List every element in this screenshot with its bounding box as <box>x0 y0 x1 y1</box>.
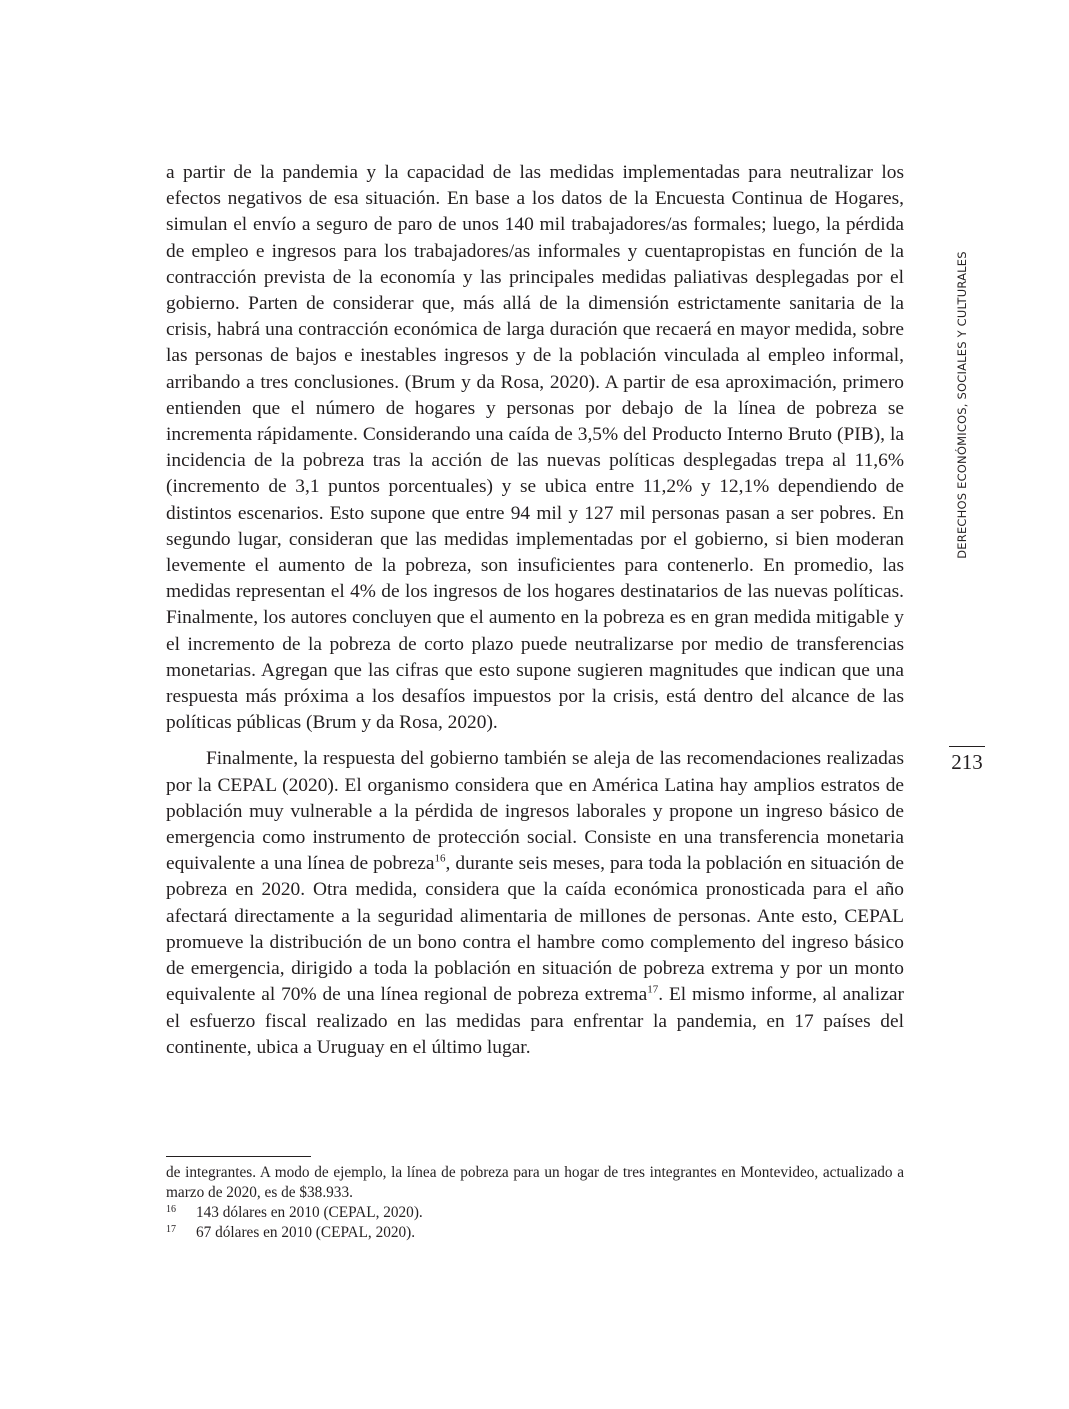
footnote-ref-17[interactable]: 17 <box>647 983 659 996</box>
paragraph-2 <box>166 746 904 1060</box>
footnote-mark: 16 <box>166 1204 176 1215</box>
footnote-divider <box>166 1156 311 1157</box>
side-running-head <box>952 245 972 565</box>
footnote-ref-16[interactable]: 16 <box>434 852 446 865</box>
paragraph-2-text-c: . El mismo informe, al analizar el esfuerzo fiscal realizado en las medidas para enfrentar la pandemia, en 17 países del continente, ubica a Uruguay en el último lugar. <box>166 984 904 1058</box>
paragraph-2-text-a: Finalmente, la respuesta del gobierno también se aleja de las recomendaciones realizadas por la CEPAL (2020). El organismo considera que en América Latina hay amplios estratos de población muy vulnerable a la pérdida de ingresos laborales y propone un ingreso básico de emergencia como instrumento de protección social. Consiste en una transferencia monetaria equivalente a una línea de pobreza <box>166 748 904 875</box>
page-number: 213 <box>951 750 983 774</box>
footnote-text: 67 dólares en 2010 (CEPAL, 2020). <box>196 1224 416 1241</box>
footnote-16 <box>166 1203 904 1223</box>
main-text <box>166 160 904 1061</box>
side-running-head-text: DERECHOS ECONÓMICOS, SOCIALES Y CULTURALES <box>955 251 969 559</box>
paragraph-1: a partir de la pandemia y la capacidad de las medidas implementadas para neutralizar los efectos negativos de esa situación. En base a los datos de la Encuesta Continua de Hogares, simulan el envío a seguro de paro de unos 140 mil trabajadores/as formales; luego, la pérdida de empleo e ingresos para los trabajadores/as informales y cuentapropistas en función de la contracción prevista de la economía y las principales medidas paliativas desplegadas por el gobierno. Parten de considerar que, más allá de la dimensión estrictamente sanitaria de la crisis, habrá una contracción económica de larga duración que recaerá en mayor medida, sobre las personas de bajos e inestables ingresos y de la población vinculada al empleo informal, arribando a tres conclusiones. (Brum y da Rosa, 2020). A partir de esa aproximación, primero entienden que el número de hogares y personas por debajo de la línea de pobreza se incrementa rápidamente. Considerando una caída de 3,5% del Producto Interno Bruto (PIB), la incidencia de la pobreza tras la acción de las nuevas políticas desplegadas trepa al 11,6% (incremento de 3,1 puntos porcentuales) y se ubica entre 11,2% y 12,1% dependiendo de distintos escenarios. Esto supone que entre 94 mil y 127 mil personas pasan a ser pobres. En segundo lugar, consideran que las medidas implementadas por el gobierno, si bien moderan levemente el aumento de la pobreza, son insuficientes para contenerlo. En promedio, las medidas representan el 4% de los ingresos de los hogares destinatarios de las nuevas políticas. Finalmente, los autores concluyen que el aumento en la pobreza es en gran medida mitigable y el incremento de la pobreza de corto plazo puede neutralizarse por medio de transferencias monetarias. Agregan que las cifras que esto supone sugieren magnitudes que indican que una respuesta más próxima a los desafíos impuestos por la crisis, está dentro del alcance de las políticas públicas (Brum y da Rosa, 2020). <box>166 162 904 734</box>
page-number-rule <box>949 746 985 747</box>
footnotes <box>166 1163 904 1243</box>
footnote-17 <box>166 1223 904 1243</box>
footnote-mark: 17 <box>166 1224 176 1235</box>
footnote-continuation: de integrantes. A modo de ejemplo, la línea de pobreza para un hogar de tres integrantes en Montevideo, actualizado a marzo de 2020, es de $38.933. <box>166 1164 904 1201</box>
footnote-text: 143 dólares en 2010 (CEPAL, 2020). <box>196 1204 423 1221</box>
paragraph-2-text-b: , durante seis meses, para toda la población en situación de pobreza en 2020. Otra medida, considera que la caída económica pronosticada para el año afectará directamente a la seguridad alimentaria de millones de personas. Ante esto, CEPAL promueve la distribución de un bono contra el hambre como complemento del ingreso básico de emergencia, dirigido a toda la población en situación de pobreza extrema y por un monto equivalente al 70% de una línea regional de pobreza extrema <box>166 853 905 1006</box>
